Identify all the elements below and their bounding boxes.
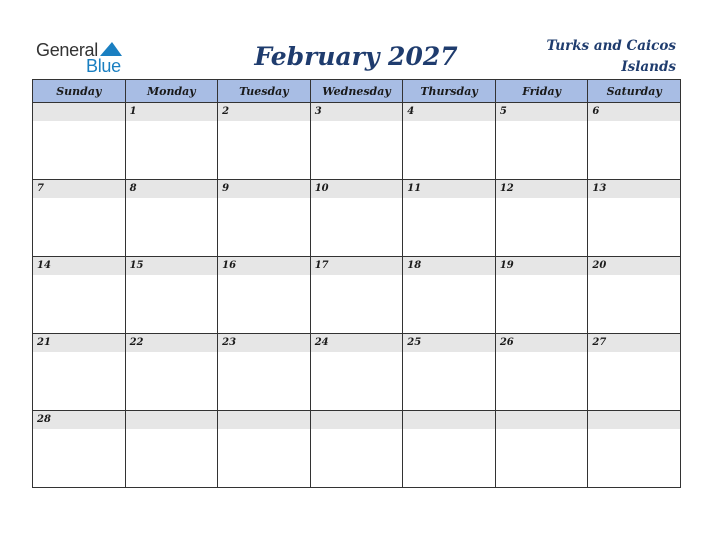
day-cell xyxy=(218,180,311,257)
weekday-header: Wednesday xyxy=(310,80,403,103)
day-number: 26 xyxy=(496,334,588,352)
day-number: 25 xyxy=(403,334,495,352)
day-number: 20 xyxy=(588,257,680,275)
day-cell xyxy=(310,411,403,488)
week-row xyxy=(33,334,681,411)
day-cell xyxy=(588,103,681,180)
day-cell xyxy=(33,334,126,411)
day-cell xyxy=(218,103,311,180)
day-number: 5 xyxy=(496,103,588,121)
day-number: 14 xyxy=(33,257,125,275)
day-number: 27 xyxy=(588,334,680,352)
day-cell xyxy=(125,257,218,334)
day-cell xyxy=(33,103,126,180)
day-cell xyxy=(33,257,126,334)
day-cell xyxy=(218,257,311,334)
week-row xyxy=(33,257,681,334)
day-cell xyxy=(588,334,681,411)
day-cell xyxy=(403,103,496,180)
day-cell xyxy=(125,334,218,411)
day-cell xyxy=(495,257,588,334)
weekday-header: Saturday xyxy=(588,80,681,103)
day-cell xyxy=(403,334,496,411)
day-number: 4 xyxy=(403,103,495,121)
region-line-2: Islands xyxy=(621,59,676,75)
week-row xyxy=(33,411,681,488)
day-number: 1 xyxy=(126,103,218,121)
logo-text-blue: Blue xyxy=(86,56,121,76)
day-number: 28 xyxy=(33,411,125,429)
day-cell xyxy=(495,411,588,488)
day-number: 16 xyxy=(218,257,310,275)
day-number: 12 xyxy=(496,180,588,198)
day-number: 23 xyxy=(218,334,310,352)
day-number: 22 xyxy=(126,334,218,352)
week-row xyxy=(33,180,681,257)
day-cell xyxy=(588,257,681,334)
day-number: 8 xyxy=(126,180,218,198)
day-cell xyxy=(310,257,403,334)
day-cell xyxy=(588,411,681,488)
day-number xyxy=(33,103,125,121)
day-cell xyxy=(495,103,588,180)
weekday-header: Sunday xyxy=(33,80,126,103)
day-cell xyxy=(218,334,311,411)
day-number xyxy=(588,411,680,429)
region-name xyxy=(496,36,676,78)
day-cell xyxy=(310,103,403,180)
day-cell xyxy=(588,180,681,257)
day-number: 3 xyxy=(311,103,403,121)
calendar-grid xyxy=(32,79,681,488)
day-cell xyxy=(33,411,126,488)
day-cell xyxy=(403,257,496,334)
day-number xyxy=(403,411,495,429)
weekday-header: Tuesday xyxy=(218,80,311,103)
day-number: 7 xyxy=(33,180,125,198)
day-number xyxy=(311,411,403,429)
weekday-header: Thursday xyxy=(403,80,496,103)
day-number: 17 xyxy=(311,257,403,275)
day-number xyxy=(218,411,310,429)
day-number: 24 xyxy=(311,334,403,352)
logo-text-general: General xyxy=(36,40,98,60)
weekday-header-row xyxy=(33,80,681,103)
weekday-header: Friday xyxy=(495,80,588,103)
day-cell xyxy=(310,180,403,257)
day-cell xyxy=(125,103,218,180)
day-number xyxy=(126,411,218,429)
day-number: 2 xyxy=(218,103,310,121)
day-number xyxy=(496,411,588,429)
region-line-1: Turks and Caicos xyxy=(546,38,676,54)
day-number: 21 xyxy=(33,334,125,352)
day-number: 18 xyxy=(403,257,495,275)
day-number: 9 xyxy=(218,180,310,198)
day-cell xyxy=(125,411,218,488)
day-cell xyxy=(495,334,588,411)
day-number: 15 xyxy=(126,257,218,275)
week-row xyxy=(33,103,681,180)
day-number: 19 xyxy=(496,257,588,275)
day-cell xyxy=(310,334,403,411)
day-cell xyxy=(33,180,126,257)
weekday-header: Monday xyxy=(125,80,218,103)
day-number: 6 xyxy=(588,103,680,121)
day-cell xyxy=(403,411,496,488)
day-cell xyxy=(403,180,496,257)
day-cell xyxy=(495,180,588,257)
day-number: 10 xyxy=(311,180,403,198)
day-cell xyxy=(218,411,311,488)
day-cell xyxy=(125,180,218,257)
day-number: 13 xyxy=(588,180,680,198)
day-number: 11 xyxy=(403,180,495,198)
calendar-title: February 2027 xyxy=(254,42,458,71)
